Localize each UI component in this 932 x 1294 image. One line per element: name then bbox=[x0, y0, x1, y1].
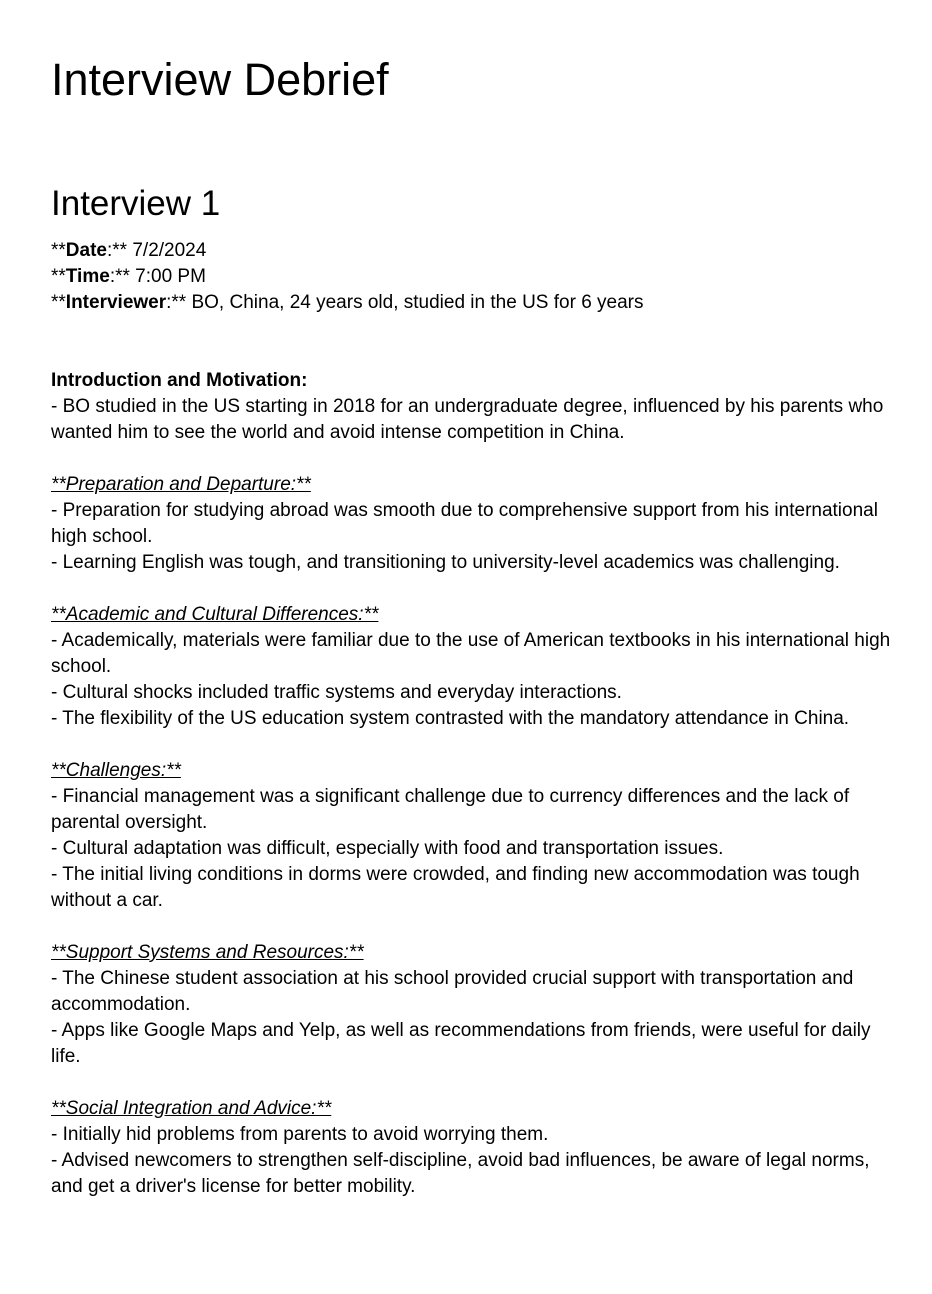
meta-time: **Time:** 7:00 PM bbox=[51, 266, 206, 287]
meta-time-label: Time bbox=[65, 266, 110, 287]
list-item: - Learning English was tough, and transitioning to university-level academics was challenging. bbox=[51, 552, 840, 573]
intro-heading: Introduction and Motivation: bbox=[51, 370, 308, 391]
list-item: - Cultural shocks included traffic systems and everyday interactions. bbox=[51, 682, 622, 703]
list-item: - The Chinese student association at his school provided crucial support with transportation and accommodation. bbox=[51, 968, 854, 1015]
document-title: Interview Debrief bbox=[51, 54, 389, 105]
list-item: - Academically, materials were familiar due to the use of American textbooks in his international high school. bbox=[51, 630, 891, 677]
list-item: - Cultural adaptation was difficult, especially with food and transportation issues. bbox=[51, 838, 724, 859]
meta-date-label: Date bbox=[65, 240, 107, 261]
interview-meta bbox=[51, 238, 892, 316]
list-item: - The initial living conditions in dorms were crowded, and finding new accommodation was tough without a car. bbox=[51, 864, 860, 911]
meta-time-value: 7:00 PM bbox=[135, 266, 206, 287]
section-heading-preparation: **Preparation and Departure:** bbox=[51, 474, 311, 495]
list-item: - Initially hid problems from parents to avoid worrying them. bbox=[51, 1124, 549, 1145]
list-item: - Advised newcomers to strengthen self-discipline, avoid bad influences, be aware of legal norms, and get a driver's license for better mobility. bbox=[51, 1150, 870, 1197]
list-item: - Preparation for studying abroad was smooth due to comprehensive support from his international high school. bbox=[51, 500, 878, 547]
meta-interviewer-value: BO, China, 24 years old, studied in the US for 6 years bbox=[191, 292, 644, 313]
meta-interviewer: **Interviewer:** BO, China, 24 years old, studied in the US for 6 years bbox=[51, 292, 644, 313]
intro-item: - BO studied in the US starting in 2018 for an undergraduate degree, influenced by his parents who wanted him to see the world and avoid intense competition in China. bbox=[51, 396, 884, 443]
interview-heading: Interview 1 bbox=[51, 184, 221, 223]
list-item: - Financial management was a significant challenge due to currency differences and the lack of parental oversight. bbox=[51, 786, 850, 833]
section-heading-social-advice: **Social Integration and Advice:** bbox=[51, 1098, 332, 1119]
section-heading-challenges: **Challenges:** bbox=[51, 760, 181, 781]
section-heading-academic-cultural: **Academic and Cultural Differences:** bbox=[51, 604, 379, 625]
section-heading-support: **Support Systems and Resources:** bbox=[51, 942, 364, 963]
list-item: - The flexibility of the US education system contrasted with the mandatory attendance in China. bbox=[51, 708, 850, 729]
meta-date: **Date:** 7/2/2024 bbox=[51, 240, 207, 261]
document-body bbox=[51, 368, 892, 1200]
meta-date-value: 7/2/2024 bbox=[132, 240, 207, 261]
list-item: - Apps like Google Maps and Yelp, as well as recommendations from friends, were useful for daily life. bbox=[51, 1020, 871, 1067]
meta-interviewer-label: Interviewer bbox=[65, 292, 167, 313]
